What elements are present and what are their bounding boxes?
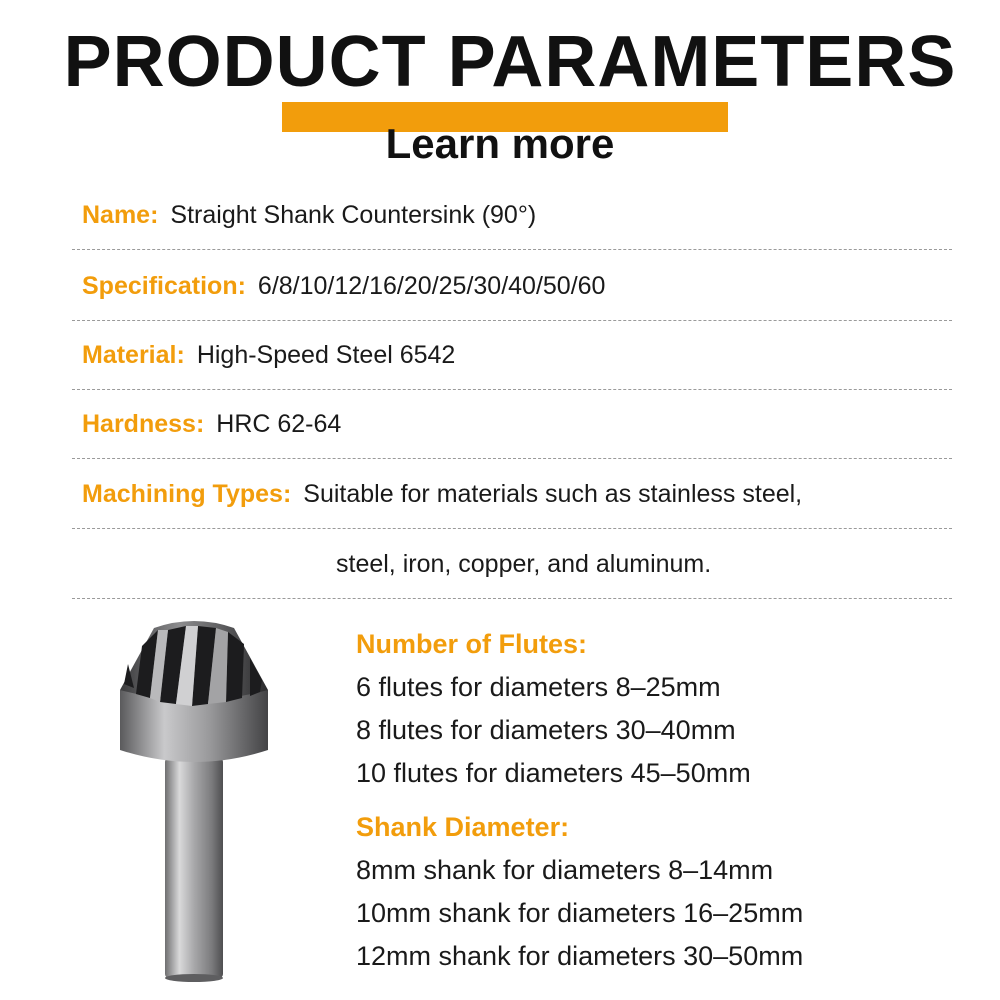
countersink-bit-photo — [110, 618, 280, 983]
shank-line: 8mm shank for diameters 8–14mm — [356, 855, 774, 885]
param-row-hardness — [72, 391, 952, 459]
param-row-material — [72, 322, 952, 390]
param-row-machining-continuation — [72, 531, 952, 599]
page-title: PRODUCT PARAMETERS — [63, 22, 957, 102]
flutes-line: 6 flutes for diameters 8–25mm — [356, 672, 721, 702]
title-block — [0, 22, 1000, 102]
param-label: Name: — [82, 201, 159, 229]
shank-heading: Shank Diameter: — [356, 812, 570, 842]
param-value: Suitable for materials such as stainless steel, — [303, 480, 803, 508]
page-subtitle: Learn more — [385, 120, 615, 167]
param-value: Straight Shank Countersink (90°) — [170, 201, 537, 229]
flutes-heading: Number of Flutes: — [356, 629, 588, 659]
param-label: Material: — [82, 341, 185, 369]
shank-line: 12mm shank for diameters 30–50mm — [356, 941, 804, 971]
flutes-line: 10 flutes for diameters 45–50mm — [356, 758, 751, 788]
shank-line: 10mm shank for diameters 16–25mm — [356, 898, 804, 928]
param-value: High-Speed Steel 6542 — [196, 341, 456, 369]
param-row-machining-types — [72, 461, 952, 529]
param-row-specification — [72, 253, 952, 321]
param-value-continuation: steel, iron, copper, and aluminum. — [336, 550, 712, 578]
param-label: Machining Types: — [82, 480, 292, 508]
param-row-name — [72, 182, 952, 250]
specs-panel — [356, 622, 976, 978]
param-label: Hardness: — [82, 410, 205, 438]
flutes-line: 8 flutes for diameters 30–40mm — [356, 715, 736, 745]
param-label: Specification: — [82, 272, 246, 300]
param-value: HRC 62-64 — [216, 410, 342, 438]
param-value: 6/8/10/12/16/20/25/30/40/50/60 — [257, 272, 606, 300]
